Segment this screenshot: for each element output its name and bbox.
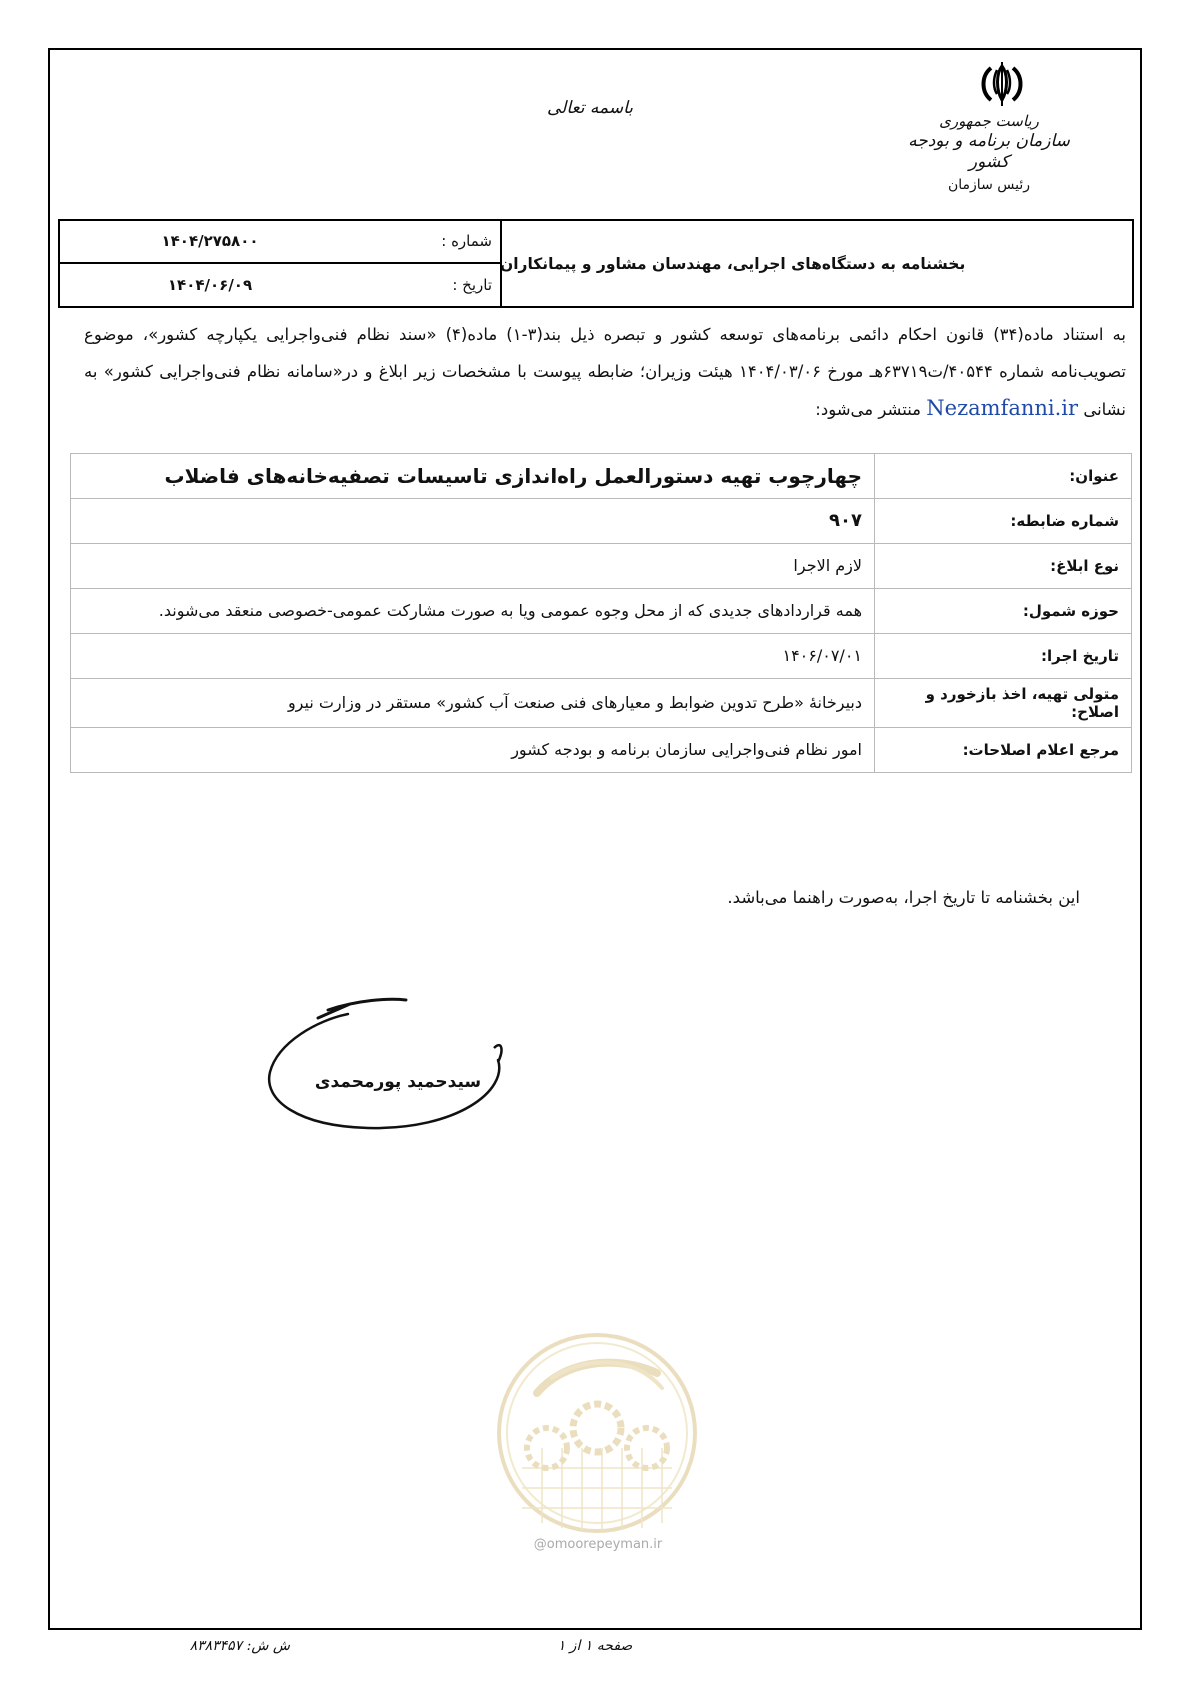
org-name: سازمان برنامه و بودجه کشور bbox=[908, 130, 1070, 172]
number-row bbox=[60, 221, 500, 264]
row-value-code: ۹۰۷ bbox=[71, 499, 875, 544]
letter-date: ۱۴۰۴/۰۶/۰۹ bbox=[167, 275, 253, 294]
basmala: باسمه تعالی bbox=[547, 98, 633, 118]
row-label-title: عنوان: bbox=[875, 454, 1132, 499]
row-value-type: لازم الاجرا bbox=[71, 544, 875, 589]
table-row bbox=[71, 728, 1132, 773]
row-label-effective-date: تاریخ اجرا: bbox=[875, 634, 1132, 679]
footer-tracking-code: ش ش: ۸۳۸۳۴۵۷ bbox=[189, 1638, 290, 1654]
number-label: شماره : bbox=[441, 232, 492, 251]
date-row bbox=[60, 264, 500, 307]
watermark-site bbox=[498, 1537, 698, 1552]
signer-name: سیدحمید پورمحمدی bbox=[314, 1072, 482, 1092]
row-label-corrections: مرجع اعلام اصلاحات: bbox=[875, 728, 1132, 773]
signature-stroke bbox=[258, 990, 530, 1140]
table-row bbox=[71, 454, 1132, 499]
intro-text-end: منتشر می‌شود: bbox=[815, 400, 922, 419]
row-label-scope: حوزه شمول: bbox=[875, 589, 1132, 634]
row-value-custodian: دبیرخانۀ «طرح تدوین ضوابط و معیارهای فنی صنعت آب کشور» مستقر در وزارت نیرو bbox=[71, 679, 875, 728]
row-value-corrections: امور نظام فنی‌واجرایی سازمان برنامه و بودجه کشور bbox=[71, 728, 875, 773]
omoorepeyman-watermark-logo bbox=[492, 1318, 702, 1568]
footer-page-number: صفحه ۱ از ۱ bbox=[557, 1638, 633, 1654]
guidance-note: این بخشنامه تا تاریخ اجرا، به‌صورت راهنما می‌باشد. bbox=[727, 888, 1080, 907]
table-row bbox=[71, 589, 1132, 634]
nezamfanni-link[interactable]: Nezamfanni.ir bbox=[926, 396, 1079, 420]
watermark-site-text: omoorepeyman.ir bbox=[546, 1537, 663, 1552]
regulation-info-table bbox=[70, 453, 1132, 773]
table-row bbox=[71, 499, 1132, 544]
org-presidency: ریاست جمهوری bbox=[939, 112, 1039, 130]
org-head-title: رئیس سازمان bbox=[948, 177, 1030, 194]
letter-number-date bbox=[60, 221, 502, 306]
organization-block bbox=[900, 112, 1078, 195]
row-value-effective-date: ۱۴۰۶/۰۷/۰۱ bbox=[71, 634, 875, 679]
letter-meta-box bbox=[58, 219, 1134, 308]
row-value-title: چهارچوب تهیه دستورالعمل راه‌اندازی تاسیسات تصفیه‌خانه‌های فاضلاب bbox=[71, 454, 875, 499]
table-row bbox=[71, 679, 1132, 728]
at-icon: @ bbox=[533, 1537, 547, 1552]
row-label-code: شماره ضابطه: bbox=[875, 499, 1132, 544]
row-label-custodian: متولی تهیه، اخذ بازخورد و اصلاح: bbox=[875, 679, 1132, 728]
letter-subject: بخشنامه به دستگاه‌های اجرایی، مهندسان مشاور و پیمانکاران bbox=[500, 254, 966, 273]
row-value-scope: همه قراردادهای جدیدی که از محل وجوه عمومی ویا به صورت مشارکت عمومی-خصوصی منعقد می‌شوند. bbox=[71, 589, 875, 634]
table-row bbox=[71, 544, 1132, 589]
intro-paragraph bbox=[84, 316, 1126, 428]
iran-emblem-icon bbox=[972, 60, 1032, 108]
table-row bbox=[71, 634, 1132, 679]
intro-text: به استناد ماده(۳۴) قانون احکام دائمی برنامه‌های توسعه کشور و تبصره ذیل بند(۳-۱) ماده(۴) «سند نظام فنی‌واجرایی یکپارچه کشور»، موضوع تصویب‌نامه شماره ۴۰۵۴۴/ت۶۳۷۱۹هـ مورخ ۱۴۰۴/۰۳/۰۶ هیئت وزیران؛ ضابطه پیوست با مشخصات زیر ابلاغ و در«سامانه نظام فنی‌واجرایی کشور» به نشانی bbox=[84, 325, 1126, 419]
letter-number: ۱۴۰۴/۲۷۵۸۰۰ bbox=[161, 232, 259, 251]
row-label-type: نوع ابلاغ: bbox=[875, 544, 1132, 589]
date-label: تاریخ : bbox=[452, 275, 492, 294]
